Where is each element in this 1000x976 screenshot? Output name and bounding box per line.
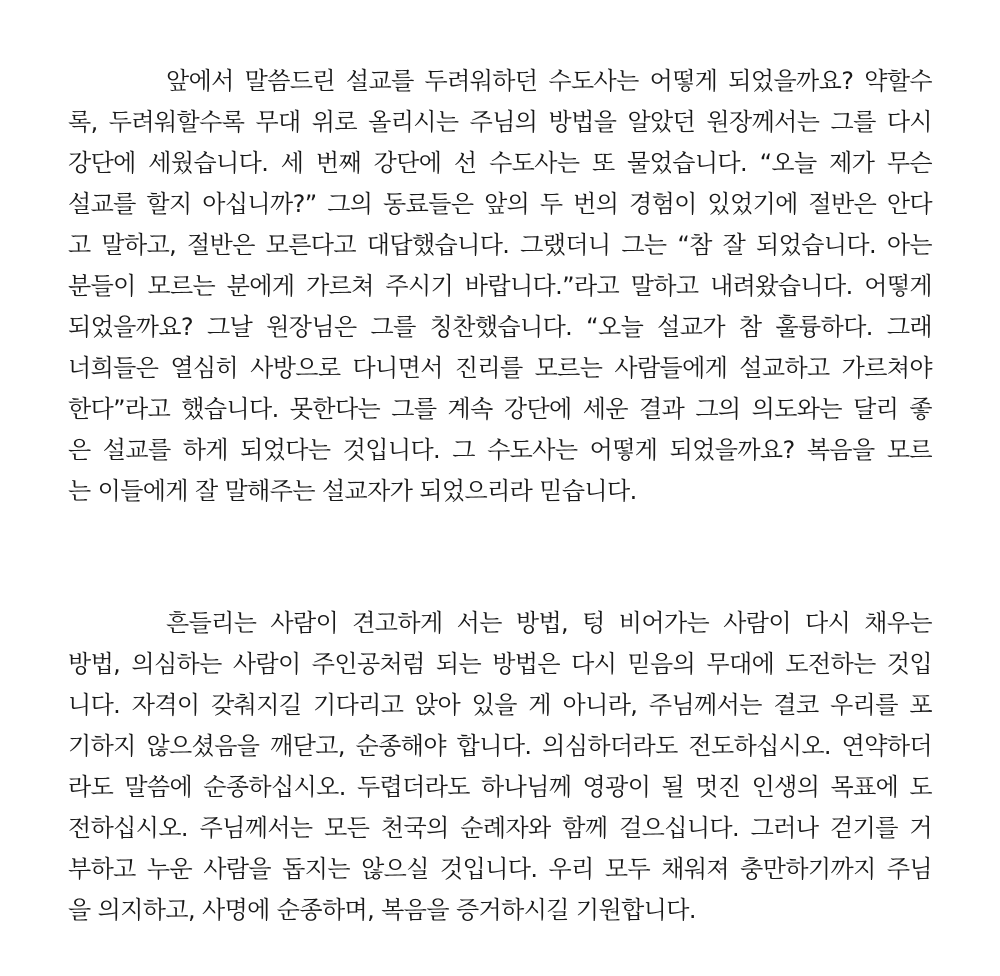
text-line: 고 말하고, 절반은 모른다고 대답했습니다. 그랬더니 그는 “참 잘 되었습니다. 아는 [68,231,932,259]
text-line: 흔들리는 사람이 견고하게 서는 방법, 텅 비어가는 사람이 다시 채우는 [166,609,932,637]
text-line: 방법, 의심하는 사람이 주인공처럼 되는 방법은 다시 믿음의 무대에 도전하는 것입 [68,650,932,678]
text-line: 록, 두려워할수록 무대 위로 올리시는 주님의 방법을 알았던 원장께서는 그를 다시 [68,108,932,136]
text-line: 을 의지하고, 사명에 순종하며, 복음을 증거하시길 기원합니다. [68,896,696,924]
text-line: 전하십시오. 주님께서는 모든 천국의 순례자와 함께 걸으십니다. 그러나 걷기를 거 [68,814,932,842]
text-line: 분들이 모르는 분에게 가르쳐 주시기 바랍니다.”라고 말하고 내려왔습니다. 어떻게 [68,272,932,300]
text-line: 부하고 누운 사람을 돕지는 않으실 것입니다. 우리 모두 채워져 충만하기까지 주님 [68,855,932,883]
text-line: 되었을까요? 그날 원장님은 그를 칭찬했습니다. “오늘 설교가 참 훌륭하다. 그래 [68,313,932,341]
text-line: 강단에 세웠습니다. 세 번째 강단에 선 수도사는 또 물었습니다. “오늘 제가 무슨 [68,149,932,177]
text-line: 한다”라고 했습니다. 못한다는 그를 계속 강단에 세운 결과 그의 의도와는 달리 좋 [68,395,932,423]
text-line: 라도 말씀에 순종하십시오. 두렵더라도 하나님께 영광이 될 멋진 인생의 목표에 도 [68,773,932,801]
text-line: 은 설교를 하게 되었다는 것입니다. 그 수도사는 어떻게 되었을까요? 복음을 모르 [68,436,932,464]
text-line: 앞에서 말씀드린 설교를 두려워하던 수도사는 어떻게 되었을까요? 약할수 [166,67,932,95]
text-line: 기하지 않으셨음을 깨닫고, 순종해야 합니다. 의심하더라도 전도하십시오. 연약하더 [68,732,932,760]
text-line: 는 이들에게 잘 말해주는 설교자가 되었으리라 믿습니다. [68,477,637,505]
text-line: 설교를 할지 아십니까?” 그의 동료들은 앞의 두 번의 경험이 있었기에 절반은 안다 [68,190,932,218]
text-line: 너희들은 열심히 사방으로 다니면서 진리를 모르는 사람들에게 설교하고 가르쳐야 [68,354,932,382]
text-line: 니다. 자격이 갖춰지길 기다리고 앉아 있을 게 아니라, 주님께서는 결코 우리를 포 [68,691,932,719]
